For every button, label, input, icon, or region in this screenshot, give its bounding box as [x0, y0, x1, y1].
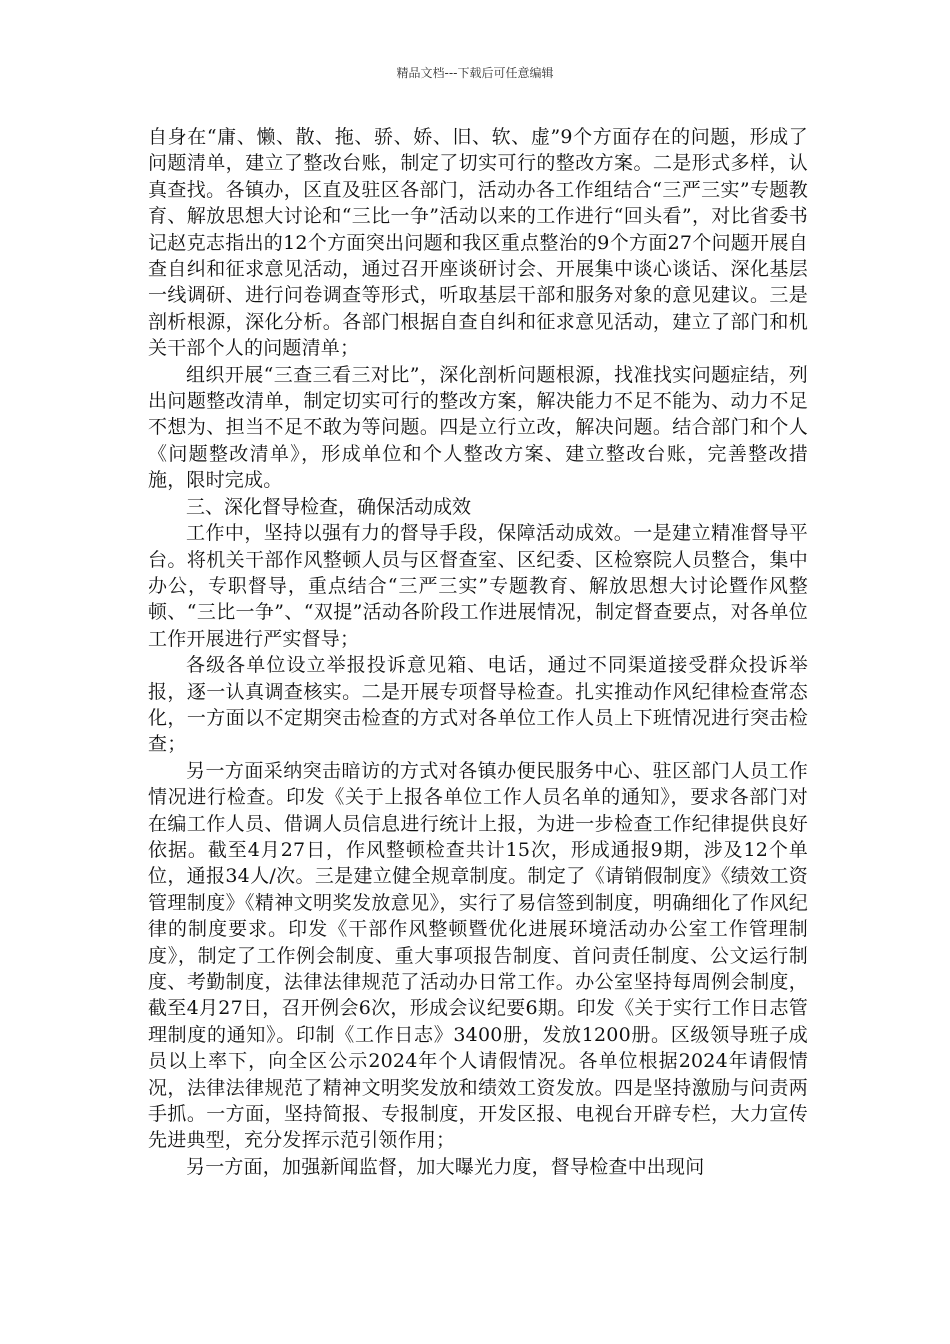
paragraph-news-supervision: 另一方面，加强新闻监督，加大曝光力度，督导检查中出现问: [186, 1155, 705, 1178]
section-heading-supervision: 三、深化督导检查，确保活动成效: [186, 495, 472, 518]
paragraph-inspection-details: 另一方面采纳突击暗访的方式对各镇办便民服务中心、驻区部门人员工作情况进行检查。印发《关于上报各单位工作人员名单的通知》，要求各部门对在编工作人员、借调人员信息进行统计上报，为进一步检查工作纪律提供良好依据。截至4月27日，作风整顿检查共计15次，形成通报9期，涉及12个单位，通报34人/次。三是建立健全规章制度。制定了《请销假制度》《绩效工资管理制度》《精神文明奖发放意见》，实行了易信签到制度，明确细化了作风纪律的制度要求。印发《干部作风整顿暨优化进展环境活动办公室工作管理制度》，制定了工作例会制度、重大事项报告制度、首问责任制度、公文运行制度、考勤制度，法律法律规范了活动办日常工作。办公室坚持每周例会制度，截至4月27日，召开例会6次，形成会议纪要6期。印发《关于实行工作日志管理制度的通知》。印制《工作日志》3400册，发放1200册。区级领导班子成员以上率下，向全区公示2024年个人请假情况。各单位根据2024年请假情况，法律法律规范了精神文明奖发放和绩效工资发放。四是坚持激励与问责两手抓。一方面，坚持简报、专报制度，开发区报、电视台开辟专栏，大力宣传先进典型，充分发挥示范引领作用；: [148, 759, 808, 1152]
paragraph-three-checks: 组织开展“三查三看三对比”，深化剖析问题根源，找准找实问题症结，列出问题整改清单，制定切实可行的整改方案，解决能力不足不能为、动力不足不想为、担当不足不敢为等问题。四是立行立改，解决问题。结合部门和个人《问题整改清单》，形成单位和个人整改方案、建立整改台账，完善整改措施，限时完成。: [148, 363, 808, 492]
page-header-note: 精品文档---下载后可任意编辑: [396, 66, 554, 80]
document-body: [148, 124, 808, 1180]
paragraph-problem-list: 自身在“庸、懒、散、拖、骄、娇、旧、软、虚”9个方面存在的问题，形成了问题清单，建立了整改台账，制定了切实可行的整改方案。二是形式多样，认真查找。各镇办，区直及驻区各部门，活动办各工作组结合“三严三实”专题教育、解放思想大讨论和“三比一争”活动以来的工作进行“回头看”，对比省委书记赵克志指出的12个方面突出问题和我区重点整治的9个方面27个问题开展自查自纠和征求意见活动，通过召开座谈研讨会、开展集中谈心谈话、深化基层一线调研、进行问卷调查等形式，听取基层干部和服务对象的意见建议。三是剖析根源，深化分析。各部门根据自查自纠和征求意见活动，建立了部门和机关干部个人的问题清单；: [148, 126, 808, 360]
paragraph-complaint-reporting: 各级各单位设立举报投诉意见箱、电话，通过不同渠道接受群众投诉举报，逐一认真调查核实。二是开展专项督导检查。扎实推动作风纪律检查常态化，一方面以不定期突击检查的方式对各单位工作人员上下班情况进行突击检查；: [148, 654, 808, 756]
paragraph-supervision-platform: 工作中，坚持以强有力的督导手段，保障活动成效。一是建立精准督导平台。将机关干部作风整顿人员与区督查室、区纪委、区检察院人员整合，集中办公，专职督导，重点结合“三严三实”专题教育、解放思想大讨论暨作风整顿、“三比一争”、“双提”活动各阶段工作进展情况，制定督查要点，对各单位工作开展进行严实督导；: [148, 522, 808, 650]
